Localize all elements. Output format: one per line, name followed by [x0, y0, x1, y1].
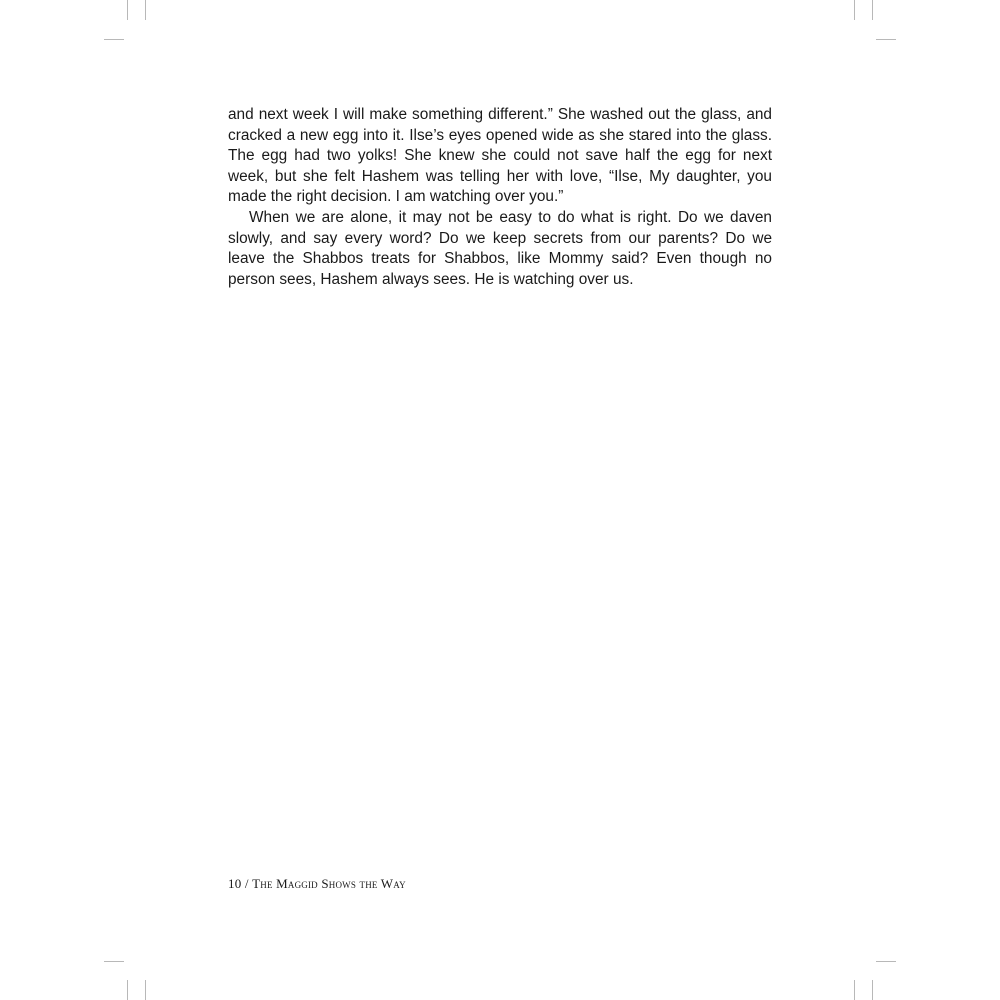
crop-mark-bottom-right-v2 [872, 980, 873, 1000]
crop-mark-top-right-v2 [872, 0, 873, 20]
crop-mark-bottom-right-v1 [854, 980, 855, 1000]
crop-mark-top-right-h [876, 39, 896, 40]
crop-mark-top-left-h [104, 39, 124, 40]
body-text [228, 105, 772, 290]
paragraph-lesson: When we are alone, it may not be easy to do what is right. Do we daven slowly, and say every word? Do we keep secrets from our parents? Do we leave the Shabbos treats for Shabbos, like Mommy said? Even though no person sees, Hashem always sees. He is watching over us. [228, 208, 772, 288]
crop-mark-top-right-v1 [854, 0, 855, 20]
crop-mark-bottom-left-v1 [127, 980, 128, 1000]
crop-mark-top-left-v1 [127, 0, 128, 20]
crop-mark-top-left-v2 [145, 0, 146, 20]
page-number: 10 [228, 876, 242, 891]
paragraph-continued: and next week I will make something different.” She washed out the glass, and cracked a new egg into it. Ilse’s eyes opened wide as she stared into the glass. The egg had two yolks! She knew she could not save half the egg for next week, but she felt Hashem was telling her with love, “Ilse, My daughter, you made the right decision. I am watching over you.” [228, 106, 772, 206]
crop-mark-bottom-left-h [104, 961, 124, 962]
running-title: The Maggid Shows the Way [252, 876, 406, 891]
footer-separator: / [241, 876, 253, 891]
crop-mark-bottom-right-h [876, 961, 896, 962]
crop-mark-bottom-left-v2 [145, 980, 146, 1000]
page-footer [228, 876, 406, 892]
